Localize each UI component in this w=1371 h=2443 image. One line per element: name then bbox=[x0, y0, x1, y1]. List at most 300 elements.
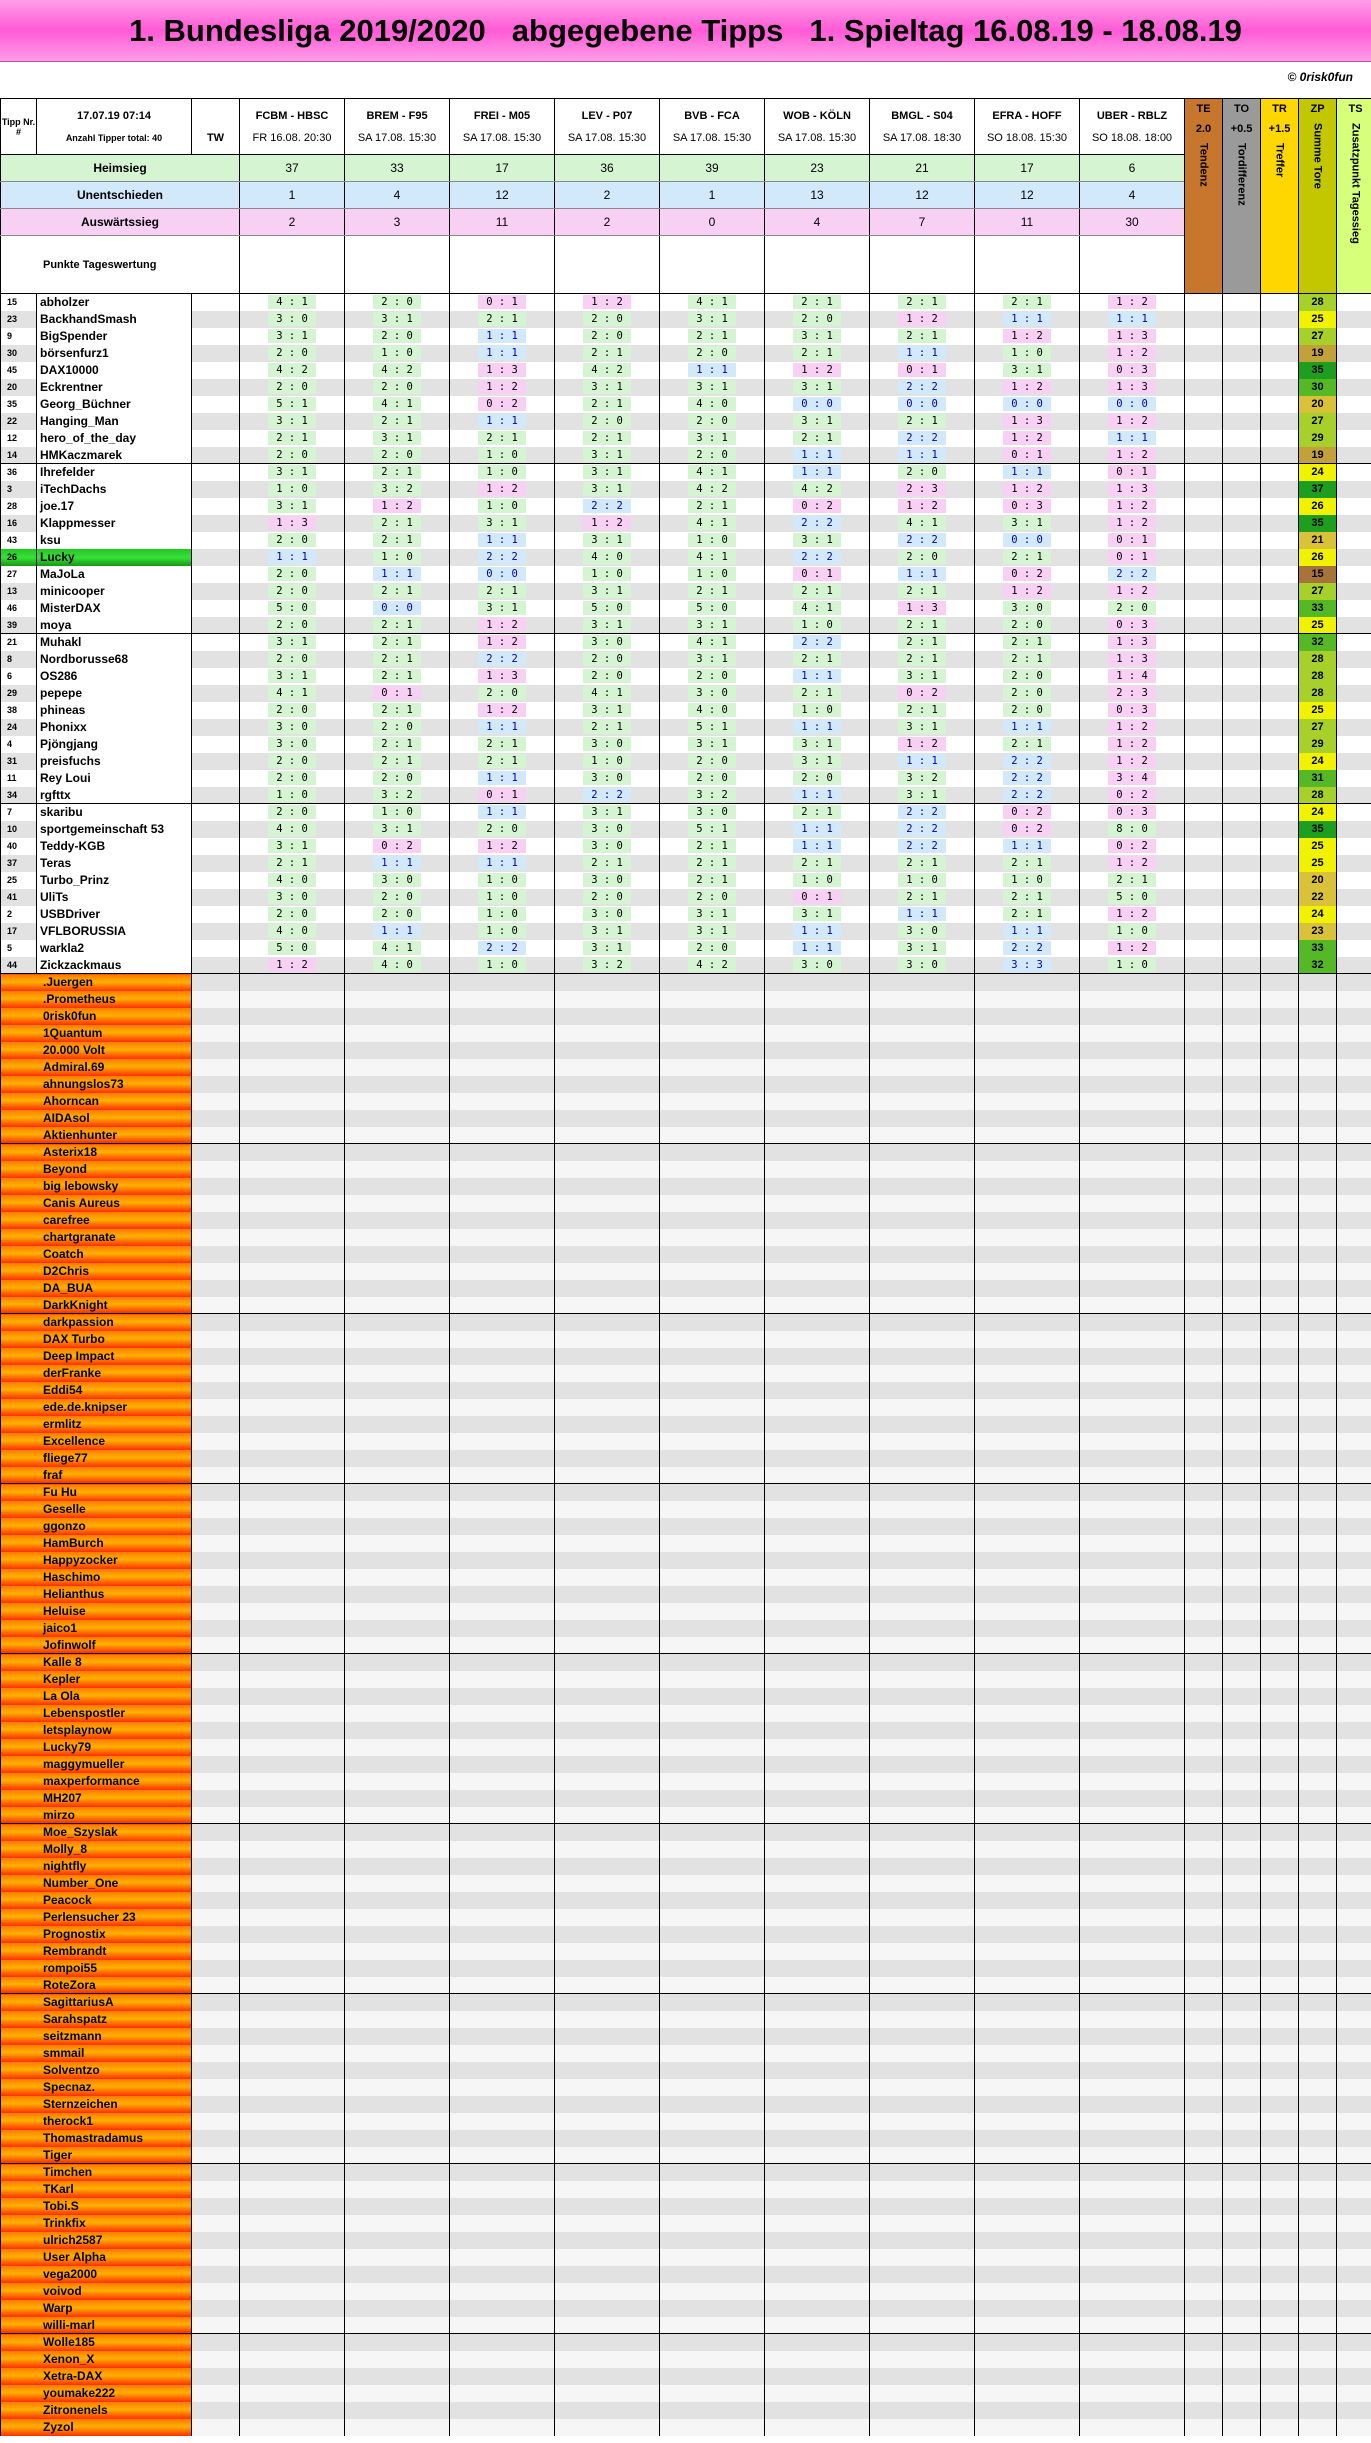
empty-cell bbox=[1080, 1535, 1185, 1552]
tipper-name[interactable]: joe.17 bbox=[37, 498, 192, 515]
no-tip-name[interactable]: Warp bbox=[1, 2300, 192, 2317]
empty-cell bbox=[555, 974, 660, 991]
no-tip-name[interactable]: fliege77 bbox=[1, 1450, 192, 1467]
empty-cell bbox=[1299, 2045, 1337, 2062]
empty-cell bbox=[870, 1841, 975, 1858]
no-tip-name[interactable]: Specnaz. bbox=[1, 2079, 192, 2096]
empty-cell bbox=[1337, 2351, 1371, 2368]
empty-cell bbox=[1185, 1450, 1223, 1467]
tipper-tw bbox=[192, 940, 240, 957]
no-tip-name[interactable]: Tobi.S bbox=[1, 2198, 192, 2215]
empty-cell bbox=[345, 1773, 450, 1790]
tip-value: 2 : 0 bbox=[373, 890, 421, 904]
tipper-name[interactable]: Eckrentner bbox=[37, 379, 192, 396]
tipper-name[interactable]: Lucky bbox=[37, 549, 192, 566]
tipper-name[interactable]: Ihrefelder bbox=[37, 464, 192, 481]
tip-value: 4 : 0 bbox=[688, 703, 736, 717]
empty-cell bbox=[1261, 1042, 1299, 1059]
tipper-name[interactable]: preisfuchs bbox=[37, 753, 192, 770]
tip-cell bbox=[555, 362, 660, 379]
tipper-name[interactable]: Rey Loui bbox=[37, 770, 192, 787]
no-tip-name[interactable]: jaico1 bbox=[1, 1620, 192, 1637]
header-tipp-nr bbox=[1, 99, 37, 155]
tipper-name[interactable]: börsenfurz1 bbox=[37, 345, 192, 362]
tipper-tw bbox=[192, 1858, 240, 1875]
no-tip-row bbox=[1, 1365, 1371, 1382]
no-tip-name[interactable]: voivod bbox=[1, 2283, 192, 2300]
no-tip-name[interactable]: smmail bbox=[1, 2045, 192, 2062]
score-cell bbox=[1223, 447, 1261, 464]
match-time: SA 17.08. 15:30 bbox=[777, 131, 857, 144]
no-tip-name[interactable]: .Juergen bbox=[1, 974, 192, 991]
tip-value: 2 : 0 bbox=[373, 329, 421, 343]
tip-cell bbox=[1080, 889, 1185, 906]
empty-cell bbox=[1185, 1739, 1223, 1756]
no-tip-name[interactable]: Jofinwolf bbox=[1, 1637, 192, 1654]
no-tip-name[interactable]: MH207 bbox=[1, 1790, 192, 1807]
tipper-name[interactable]: hero_of_the_day bbox=[37, 430, 192, 447]
empty-cell bbox=[870, 1484, 975, 1501]
tipper-name[interactable]: UliTs bbox=[37, 889, 192, 906]
empty-cell bbox=[345, 1399, 450, 1416]
empty-cell bbox=[450, 2249, 555, 2266]
no-tip-name[interactable]: 0risk0fun bbox=[1, 1008, 192, 1025]
no-tip-name[interactable]: Rembrandt bbox=[1, 1943, 192, 1960]
tip-cell bbox=[555, 685, 660, 702]
empty-cell bbox=[1337, 1501, 1371, 1518]
no-tip-name[interactable]: Prognostix bbox=[1, 1926, 192, 1943]
empty-cell bbox=[345, 1994, 450, 2011]
score-cell bbox=[1337, 617, 1371, 634]
tip-value: 2 : 2 bbox=[898, 431, 946, 445]
empty-cell bbox=[975, 2300, 1080, 2317]
no-tip-name[interactable]: Moe_Szyslak bbox=[1, 1824, 192, 1841]
tip-value: 2 : 1 bbox=[373, 533, 421, 547]
tipper-goal-sum: 28 bbox=[1299, 787, 1337, 804]
tipper-name[interactable]: Muhakl bbox=[37, 634, 192, 651]
empty-cell bbox=[345, 1518, 450, 1535]
empty-cell bbox=[345, 1297, 450, 1314]
empty-cell bbox=[975, 1671, 1080, 1688]
no-tip-name[interactable]: derFranke bbox=[1, 1365, 192, 1382]
no-tip-row bbox=[1, 1178, 1371, 1195]
no-tip-name[interactable]: Helianthus bbox=[1, 1586, 192, 1603]
no-tip-name[interactable]: big lebowsky bbox=[1, 1178, 192, 1195]
no-tip-name[interactable]: User Alpha bbox=[1, 2249, 192, 2266]
no-tip-name[interactable]: therock1 bbox=[1, 2113, 192, 2130]
tipper-name[interactable]: Hanging_Man bbox=[37, 413, 192, 430]
score-cell bbox=[1185, 923, 1223, 940]
tip-cell bbox=[660, 634, 765, 651]
no-tip-name[interactable]: Lucky79 bbox=[1, 1739, 192, 1756]
no-tip-name[interactable]: darkpassion bbox=[1, 1314, 192, 1331]
tip-cell bbox=[1080, 719, 1185, 736]
empty-cell bbox=[870, 974, 975, 991]
no-tip-name[interactable]: RoteZora bbox=[1, 1977, 192, 1994]
tip-value: 2 : 0 bbox=[898, 465, 946, 479]
empty-cell bbox=[1299, 1603, 1337, 1620]
no-tip-name[interactable]: Beyond bbox=[1, 1161, 192, 1178]
no-tip-name[interactable]: Wolle185 bbox=[1, 2334, 192, 2351]
no-tip-name[interactable]: 1Quantum bbox=[1, 1025, 192, 1042]
no-tip-name[interactable]: Zitronenels bbox=[1, 2402, 192, 2419]
no-tip-name[interactable]: Asterix18 bbox=[1, 1144, 192, 1161]
no-tip-name[interactable]: ermlitz bbox=[1, 1416, 192, 1433]
tip-value: 1 : 1 bbox=[793, 941, 841, 955]
empty-cell bbox=[450, 1229, 555, 1246]
no-tip-name[interactable]: .Prometheus bbox=[1, 991, 192, 1008]
tipper-tw bbox=[192, 2419, 240, 2436]
empty-cell bbox=[1185, 2113, 1223, 2130]
no-tip-name[interactable]: ulrich2587 bbox=[1, 2232, 192, 2249]
empty-cell bbox=[555, 1161, 660, 1178]
tipper-name[interactable]: minicooper bbox=[37, 583, 192, 600]
empty-cell bbox=[240, 1416, 345, 1433]
no-tip-name[interactable]: Lebenspostler bbox=[1, 1705, 192, 1722]
tipper-name[interactable]: DAX10000 bbox=[37, 362, 192, 379]
empty-cell bbox=[1185, 2385, 1223, 2402]
tipper-name[interactable]: HMKaczmarek bbox=[37, 447, 192, 464]
tipper-tw bbox=[192, 991, 240, 1008]
tip-value: 2 : 1 bbox=[583, 856, 631, 870]
empty-cell bbox=[975, 1093, 1080, 1110]
empty-cell bbox=[1223, 1076, 1261, 1093]
tipper-name[interactable]: Zickzackmaus bbox=[37, 957, 192, 974]
no-tip-name[interactable]: D2Chris bbox=[1, 1263, 192, 1280]
no-tip-name[interactable]: Number_One bbox=[1, 1875, 192, 1892]
tipper-name[interactable]: sportgemeinschaft 53 bbox=[37, 821, 192, 838]
tip-cell bbox=[450, 481, 555, 498]
no-tip-name[interactable]: Canis Aureus bbox=[1, 1195, 192, 1212]
empty-cell bbox=[1261, 1705, 1299, 1722]
empty-cell bbox=[1337, 1127, 1371, 1144]
tipper-name[interactable]: warkla2 bbox=[37, 940, 192, 957]
no-tip-name[interactable]: ahnungslos73 bbox=[1, 1076, 192, 1093]
no-tip-name[interactable]: carefree bbox=[1, 1212, 192, 1229]
empty-cell bbox=[555, 1994, 660, 2011]
empty-cell bbox=[1080, 1705, 1185, 1722]
tipper-name[interactable]: Georg_Büchner bbox=[37, 396, 192, 413]
tip-value: 0 : 1 bbox=[1003, 448, 1051, 462]
tip-value: 3 : 1 bbox=[688, 737, 736, 751]
no-tip-name[interactable]: Eddi54 bbox=[1, 1382, 192, 1399]
tipper-goal-sum: 25 bbox=[1299, 311, 1337, 328]
no-tip-name[interactable]: Heluise bbox=[1, 1603, 192, 1620]
tip-cell bbox=[555, 770, 660, 787]
no-tip-name[interactable]: Zyzol bbox=[1, 2419, 192, 2436]
no-tip-name[interactable]: Ahorncan bbox=[1, 1093, 192, 1110]
tipper-tw bbox=[192, 1960, 240, 1977]
empty-cell bbox=[870, 1569, 975, 1586]
no-tip-name[interactable]: Kalle 8 bbox=[1, 1654, 192, 1671]
score-cell bbox=[1223, 532, 1261, 549]
empty-cell bbox=[450, 1909, 555, 1926]
tip-cell bbox=[765, 838, 870, 855]
empty-cell bbox=[450, 1093, 555, 1110]
tipper-row bbox=[1, 430, 1371, 447]
tip-cell bbox=[975, 889, 1080, 906]
empty-cell bbox=[975, 1926, 1080, 1943]
tipper-name[interactable]: Pjöngjang bbox=[37, 736, 192, 753]
tipper-name[interactable]: Klappmesser bbox=[37, 515, 192, 532]
empty-cell bbox=[240, 1467, 345, 1484]
no-tip-name[interactable]: Aktienhunter bbox=[1, 1127, 192, 1144]
tipper-name[interactable]: moya bbox=[37, 617, 192, 634]
score-cell bbox=[1337, 787, 1371, 804]
no-tip-name[interactable]: nightfly bbox=[1, 1858, 192, 1875]
no-tip-name[interactable]: Thomastradamus bbox=[1, 2130, 192, 2147]
empty-cell bbox=[450, 1450, 555, 1467]
tipper-name[interactable]: USBDriver bbox=[37, 906, 192, 923]
tipper-name[interactable]: MisterDAX bbox=[37, 600, 192, 617]
empty-cell bbox=[345, 1161, 450, 1178]
tipper-name[interactable]: Phonixx bbox=[37, 719, 192, 736]
empty-cell bbox=[765, 2334, 870, 2351]
no-tip-name[interactable]: 20.000 Volt bbox=[1, 1042, 192, 1059]
no-tip-name[interactable]: Xetra-DAX bbox=[1, 2368, 192, 2385]
no-tip-name[interactable]: Excellence bbox=[1, 1433, 192, 1450]
empty-cell bbox=[345, 1076, 450, 1093]
tip-value: 1 : 2 bbox=[1108, 295, 1156, 309]
tipper-name[interactable]: BackhandSmash bbox=[37, 311, 192, 328]
no-tip-name[interactable]: SagittariusA bbox=[1, 1994, 192, 2011]
empty-cell bbox=[1185, 1110, 1223, 1127]
no-tip-name[interactable]: Sternzeichen bbox=[1, 2096, 192, 2113]
no-tip-name[interactable]: ede.de.knipser bbox=[1, 1399, 192, 1416]
match-time: SO 18.08. 15:30 bbox=[986, 131, 1068, 144]
empty-cell bbox=[1223, 1892, 1261, 1909]
tipper-name[interactable]: Turbo_Prinz bbox=[37, 872, 192, 889]
empty-cell bbox=[870, 1535, 975, 1552]
no-tip-name[interactable]: fraf bbox=[1, 1467, 192, 1484]
tip-cell bbox=[450, 566, 555, 583]
no-tip-name[interactable]: AIDAsol bbox=[1, 1110, 192, 1127]
tip-value: 1 : 2 bbox=[478, 482, 526, 496]
empty-cell bbox=[555, 2181, 660, 2198]
no-tip-name[interactable]: rompoi55 bbox=[1, 1960, 192, 1977]
empty-cell bbox=[1337, 2266, 1371, 2283]
no-tip-name[interactable]: Timchen bbox=[1, 2164, 192, 2181]
tipper-name[interactable]: OS286 bbox=[37, 668, 192, 685]
tip-cell bbox=[555, 736, 660, 753]
empty-cell bbox=[975, 1110, 1080, 1127]
no-tip-name[interactable]: Xenon_X bbox=[1, 2351, 192, 2368]
empty-cell bbox=[1337, 1382, 1371, 1399]
tip-cell bbox=[765, 430, 870, 447]
column-code: TR bbox=[1272, 103, 1287, 115]
tip-value: 2 : 1 bbox=[793, 584, 841, 598]
tip-cell bbox=[345, 923, 450, 940]
empty-cell bbox=[555, 2317, 660, 2334]
tipper-goal-sum: 30 bbox=[1299, 379, 1337, 396]
no-tip-row bbox=[1, 1994, 1371, 2011]
tip-value: 3 : 1 bbox=[898, 788, 946, 802]
no-tip-name[interactable]: ggonzo bbox=[1, 1518, 192, 1535]
no-tip-name[interactable]: Sarahspatz bbox=[1, 2011, 192, 2028]
no-tip-name[interactable]: mirzo bbox=[1, 1807, 192, 1824]
empty-cell bbox=[1337, 1960, 1371, 1977]
tipper-tw bbox=[192, 1229, 240, 1246]
tipper-tw bbox=[192, 2062, 240, 2079]
tipper-name[interactable]: phineas bbox=[37, 702, 192, 719]
tip-cell bbox=[555, 498, 660, 515]
tipper-name[interactable]: BigSpender bbox=[37, 328, 192, 345]
tipper-goal-sum: 22 bbox=[1299, 889, 1337, 906]
empty-cell bbox=[975, 1773, 1080, 1790]
tipper-number: 10 bbox=[1, 821, 37, 838]
tipper-tw bbox=[192, 617, 240, 634]
empty-cell bbox=[1185, 1008, 1223, 1025]
no-tip-name[interactable]: HamBurch bbox=[1, 1535, 192, 1552]
tip-cell bbox=[555, 345, 660, 362]
tipper-name[interactable]: abholzer bbox=[37, 294, 192, 311]
no-tip-name[interactable]: La Ola bbox=[1, 1688, 192, 1705]
tipper-name[interactable]: skaribu bbox=[37, 804, 192, 821]
empty-cell bbox=[870, 1246, 975, 1263]
tipper-row bbox=[1, 668, 1371, 685]
no-tip-name[interactable]: Deep Impact bbox=[1, 1348, 192, 1365]
tip-value: 1 : 1 bbox=[793, 822, 841, 836]
tipper-name[interactable]: Nordborusse68 bbox=[37, 651, 192, 668]
tipper-goal-sum: 24 bbox=[1299, 753, 1337, 770]
empty-cell bbox=[660, 2351, 765, 2368]
tipper-name[interactable]: VFLBORUSSIA bbox=[37, 923, 192, 940]
no-tip-row bbox=[1, 1722, 1371, 1739]
tipper-goal-sum: 24 bbox=[1299, 804, 1337, 821]
tipper-tw bbox=[192, 498, 240, 515]
no-tip-name[interactable]: Geselle bbox=[1, 1501, 192, 1518]
tipper-name[interactable]: iTechDachs bbox=[37, 481, 192, 498]
empty-cell bbox=[870, 991, 975, 1008]
empty-cell bbox=[1261, 1127, 1299, 1144]
tip-cell bbox=[555, 634, 660, 651]
empty-cell bbox=[1299, 1450, 1337, 1467]
tip-value: 3 : 0 bbox=[1003, 601, 1051, 615]
no-tip-name[interactable]: Fu Hu bbox=[1, 1484, 192, 1501]
empty-cell bbox=[870, 1025, 975, 1042]
empty-cell bbox=[450, 1331, 555, 1348]
no-tip-name[interactable]: letsplaynow bbox=[1, 1722, 192, 1739]
no-tip-name[interactable]: Happyzocker bbox=[1, 1552, 192, 1569]
no-tip-name[interactable]: Admiral.69 bbox=[1, 1059, 192, 1076]
no-tip-name[interactable]: Haschimo bbox=[1, 1569, 192, 1586]
tip-value: 5 : 0 bbox=[268, 941, 316, 955]
tip-value: 3 : 1 bbox=[793, 737, 841, 751]
empty-cell bbox=[240, 1365, 345, 1382]
empty-cell bbox=[870, 1297, 975, 1314]
no-tip-name[interactable]: youmake222 bbox=[1, 2385, 192, 2402]
empty-cell bbox=[765, 1790, 870, 1807]
tip-value: 3 : 0 bbox=[898, 958, 946, 972]
tipper-name[interactable]: ksu bbox=[37, 532, 192, 549]
no-tip-name[interactable]: seitzmann bbox=[1, 2028, 192, 2045]
no-tip-name[interactable]: Coatch bbox=[1, 1246, 192, 1263]
empty-cell bbox=[1223, 1535, 1261, 1552]
tip-cell bbox=[660, 464, 765, 481]
empty-cell bbox=[870, 1433, 975, 1450]
tipper-row bbox=[1, 770, 1371, 787]
empty-cell bbox=[1337, 1059, 1371, 1076]
tip-cell bbox=[555, 821, 660, 838]
tipper-name[interactable]: Teras bbox=[37, 855, 192, 872]
no-tip-name[interactable]: Tiger bbox=[1, 2147, 192, 2164]
empty-cell bbox=[1223, 1501, 1261, 1518]
no-tip-name[interactable]: DarkKnight bbox=[1, 1297, 192, 1314]
tip-cell bbox=[555, 906, 660, 923]
no-tip-name[interactable]: DA_BUA bbox=[1, 1280, 192, 1297]
empty-cell bbox=[1337, 1756, 1371, 1773]
empty-cell bbox=[1080, 2317, 1185, 2334]
tip-value: 3 : 1 bbox=[373, 312, 421, 326]
no-tip-name[interactable]: Peacock bbox=[1, 1892, 192, 1909]
tipper-row bbox=[1, 532, 1371, 549]
empty-cell bbox=[345, 1671, 450, 1688]
empty-cell bbox=[240, 1297, 345, 1314]
tip-cell bbox=[660, 753, 765, 770]
tip-cell bbox=[765, 294, 870, 311]
tip-value: 3 : 1 bbox=[268, 635, 316, 649]
tip-value: 1 : 2 bbox=[1108, 448, 1156, 462]
no-tip-name[interactable]: DAX Turbo bbox=[1, 1331, 192, 1348]
tipper-tw bbox=[192, 753, 240, 770]
empty-cell bbox=[870, 1229, 975, 1246]
tip-value: 3 : 0 bbox=[793, 958, 841, 972]
empty-cell bbox=[450, 1790, 555, 1807]
tip-value: 4 : 1 bbox=[268, 295, 316, 309]
tipper-name[interactable]: MaJoLa bbox=[37, 566, 192, 583]
tipper-number: 5 bbox=[1, 940, 37, 957]
tipper-name[interactable]: rgfttx bbox=[37, 787, 192, 804]
no-tip-row bbox=[1, 1688, 1371, 1705]
empty-cell bbox=[345, 1467, 450, 1484]
empty-cell bbox=[765, 1722, 870, 1739]
empty-cell bbox=[450, 1960, 555, 1977]
score-cell bbox=[1337, 345, 1371, 362]
empty-cell bbox=[1337, 2317, 1371, 2334]
empty-cell bbox=[975, 1824, 1080, 1841]
no-tip-row bbox=[1, 1671, 1371, 1688]
empty-cell bbox=[1185, 2368, 1223, 2385]
no-tip-name[interactable]: maggymueller bbox=[1, 1756, 192, 1773]
tipper-name[interactable]: Teddy-KGB bbox=[37, 838, 192, 855]
score-cell bbox=[1223, 362, 1261, 379]
no-tip-name[interactable]: vega2000 bbox=[1, 2266, 192, 2283]
no-tip-name[interactable]: Solventzo bbox=[1, 2062, 192, 2079]
no-tip-name[interactable]: maxperformance bbox=[1, 1773, 192, 1790]
empty-cell bbox=[765, 2113, 870, 2130]
empty-cell bbox=[345, 1926, 450, 1943]
tip-value: 0 : 0 bbox=[793, 397, 841, 411]
no-tip-name[interactable]: willi-marl bbox=[1, 2317, 192, 2334]
no-tip-name[interactable]: Perlensucher 23 bbox=[1, 1909, 192, 1926]
empty-cell bbox=[765, 1195, 870, 1212]
tip-value: 4 : 1 bbox=[268, 686, 316, 700]
tip-cell bbox=[240, 702, 345, 719]
no-tip-name[interactable]: Kepler bbox=[1, 1671, 192, 1688]
tip-value: 1 : 1 bbox=[793, 720, 841, 734]
no-tip-name[interactable]: Molly_8 bbox=[1, 1841, 192, 1858]
no-tip-name[interactable]: Trinkfix bbox=[1, 2215, 192, 2232]
empty-cell bbox=[240, 1637, 345, 1654]
no-tip-name[interactable]: TKarl bbox=[1, 2181, 192, 2198]
tip-value: 2 : 1 bbox=[1003, 550, 1051, 564]
tip-value: 5 : 1 bbox=[268, 397, 316, 411]
tipper-tw bbox=[192, 1382, 240, 1399]
no-tip-name[interactable]: chartgranate bbox=[1, 1229, 192, 1246]
empty-cell bbox=[1185, 1943, 1223, 1960]
empty-cell bbox=[555, 1977, 660, 1994]
tipper-name[interactable]: pepepe bbox=[37, 685, 192, 702]
